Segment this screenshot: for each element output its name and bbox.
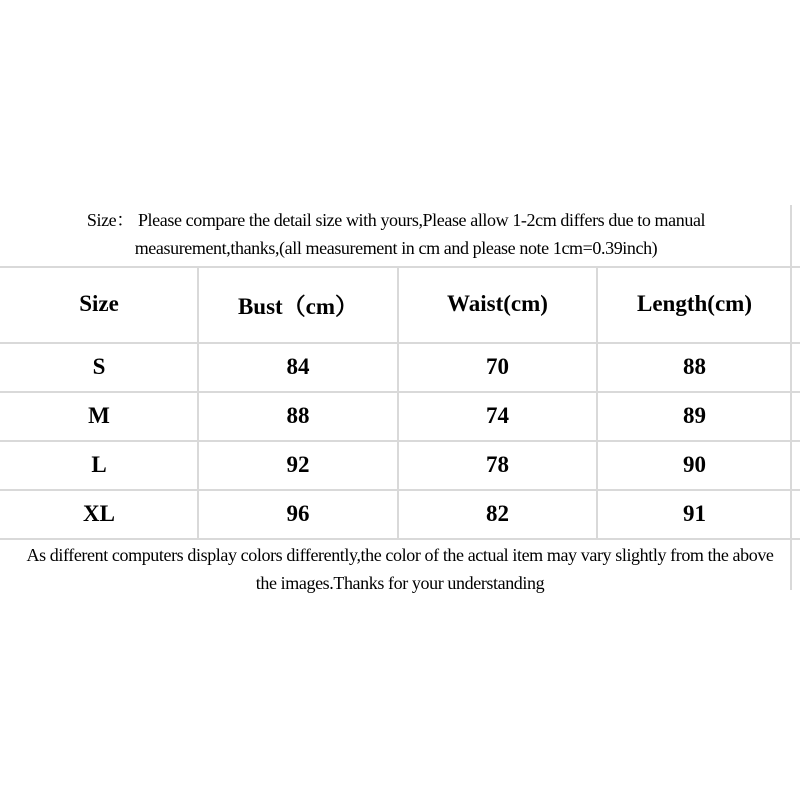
gridline-horizontal-bottom [0, 538, 800, 540]
cell-size: S [92, 353, 106, 379]
cell-bust: 92 [286, 451, 310, 477]
header-cell-size: Size [79, 291, 119, 316]
size-note-line-1: Size： Please compare the detail size with yours,Please allow 1-2cm differs due to manual [86, 210, 706, 230]
cell-waist: 78 [486, 451, 509, 477]
header-cell-length: Length(cm) [637, 291, 752, 316]
cell-bust: 84 [286, 353, 310, 379]
cell-waist: 74 [486, 402, 509, 428]
color-disclaimer-line-2: the images.Thanks for your understanding [255, 573, 545, 593]
color-disclaimer-line-1: As different computers display colors differently,the color of the actual item may vary slightly from the above [26, 545, 774, 565]
cell-bust: 88 [286, 402, 310, 428]
cell-size: L [91, 451, 107, 477]
header-cell-bust: Bust（cm） [237, 293, 359, 319]
color-disclaimer [0, 541, 800, 597]
size-note [0, 206, 792, 262]
cell-length: 89 [683, 402, 706, 428]
cell-waist: 70 [486, 353, 509, 379]
header-cell-waist: Waist(cm) [447, 291, 548, 316]
cell-length: 91 [683, 500, 706, 526]
size-note-line-2: measurement,thanks,(all measurement in cm and please note 1cm=0.39inch) [134, 238, 658, 258]
size-table [0, 266, 792, 538]
cell-size: XL [83, 500, 115, 526]
cell-length: 88 [683, 353, 706, 379]
cell-length: 90 [683, 451, 706, 477]
cell-size: M [88, 402, 110, 428]
cell-waist: 82 [486, 500, 509, 526]
cell-bust: 96 [286, 500, 310, 526]
